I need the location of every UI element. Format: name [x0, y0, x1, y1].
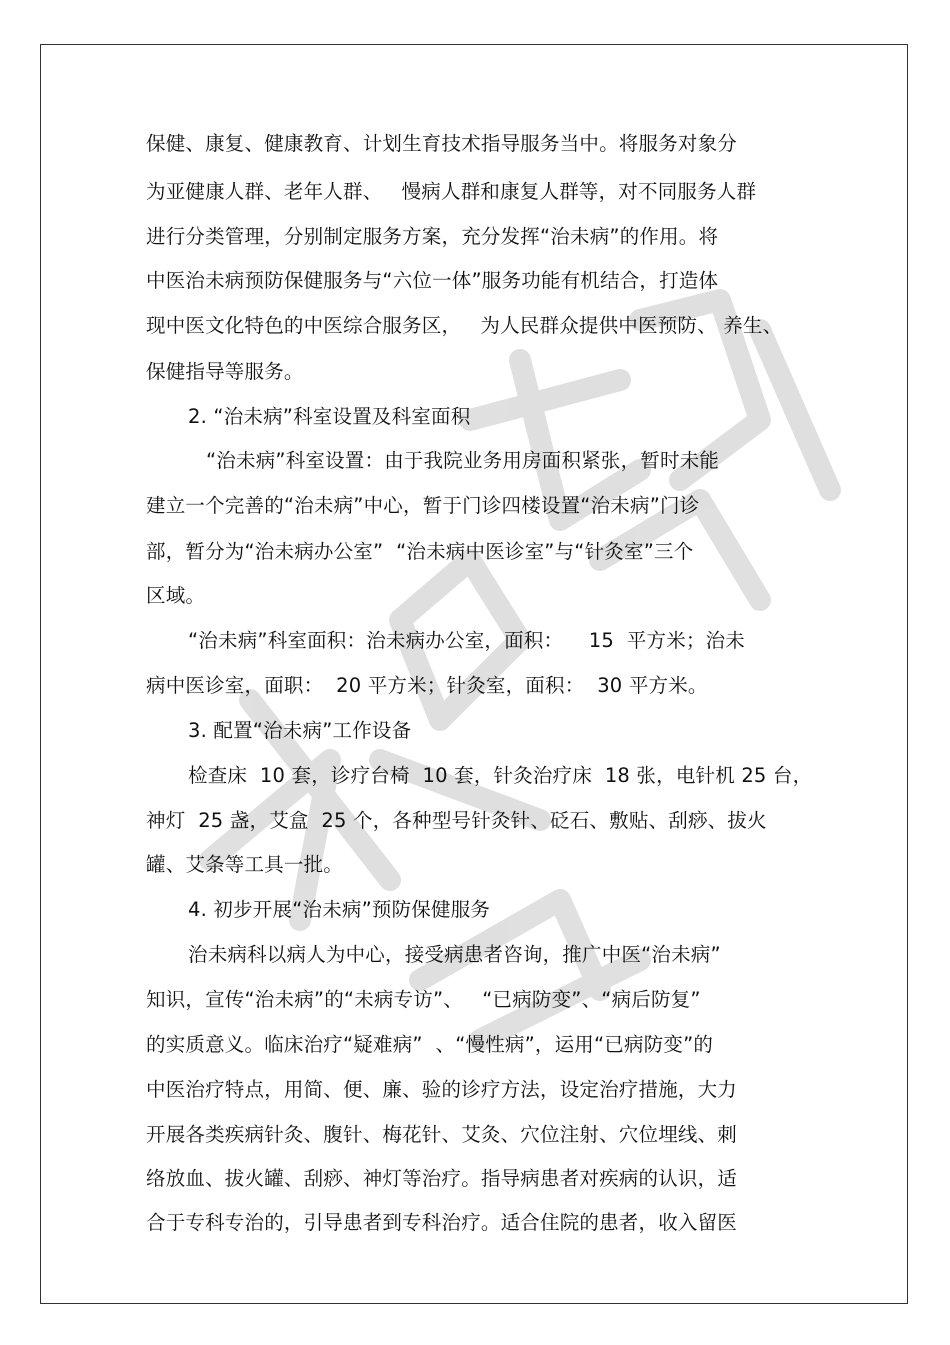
paragraph-line: 建立一个完善的“治未病”中心，暂于门诊四楼设置“治未病”门诊 [146, 494, 700, 517]
paragraph-line: 保健、康复、健康教育、计划生育技术指导服务当中。将服务对象分 [146, 132, 738, 155]
paragraph-line: “治未病”科室设置：由于我院业务用房面积紧张，暂时未能 [206, 449, 720, 472]
section-heading: 3. 配置“治未病”工作设备 [188, 719, 412, 742]
paragraph-line: 区域。 [146, 584, 206, 607]
section-heading: 2. “治未病”科室设置及科室面积 [188, 405, 471, 428]
section-heading: 4. 初步开展“治未病”预防保健服务 [188, 898, 491, 921]
paragraph-line: 现中医文化特色的中医综合服务区， 为人民群众提供中医预防、 养生、 [146, 314, 783, 337]
paragraph-line: 进行分类管理，分别制定服务方案，充分发挥“治未病”的作用。将 [146, 225, 719, 248]
paragraph-line: 中医治疗特点，用简、便、廉、验的诊疗方法，设定治疗措施，大力 [146, 1078, 738, 1101]
paragraph-line: 开展各类疾病针灸、腹针、梅花针、艾灸、穴位注射、穴位埋线、刺 [146, 1123, 738, 1146]
paragraph-line: 保健指导等服务。 [146, 360, 304, 383]
paragraph-line: 治未病科以病人为中心，接受病患者咨询，推广中医“治未病” [188, 943, 721, 966]
paragraph-line: 知识，宣传“治未病”的“未病专访”、 “已病防变”、“病后防复” [146, 988, 701, 1011]
paragraph-line: 检查床 10 套，诊疗台椅 10 套，针灸治疗床 18 张，电针机 25 台， [188, 764, 813, 787]
paragraph-line: 病中医诊室，面职： 20 平方米；针灸室，面积： 30 平方米。 [146, 674, 708, 697]
paragraph-line: 合于专科专治的，引导患者到专科治疗。适合住院的患者，收入留医 [146, 1211, 738, 1234]
paragraph-line: 的实质意义。临床治疗“疑难病” 、“慢性病”，运用“已病防变”的 [146, 1033, 714, 1056]
paragraph-line: 中医治未病预防保健服务与“六位一体”服务功能有机结合，打造体 [146, 269, 719, 292]
paragraph-line: 部，暂分为“治未病办公室” “治未病中医诊室”与“针灸室”三个 [146, 540, 694, 563]
paragraph-line: 为亚健康人群、老年人群、 慢病人群和康复人群等，对不同服务人群 [146, 180, 757, 203]
paragraph-line: “治未病”科室面积：治未病办公室，面积： 15 平方米；治未 [188, 629, 746, 652]
paragraph-line: 络放血、拔火罐、刮痧、神灯等治疗。指导病患者对疾病的认识，适 [146, 1167, 738, 1190]
paragraph-line: 神灯 25 盏，艾盒 25 个，各种型号针灸针、砭石、敷贴、刮痧、拔火 [146, 809, 767, 832]
paragraph-line: 罐、艾条等工具一批。 [146, 853, 344, 876]
